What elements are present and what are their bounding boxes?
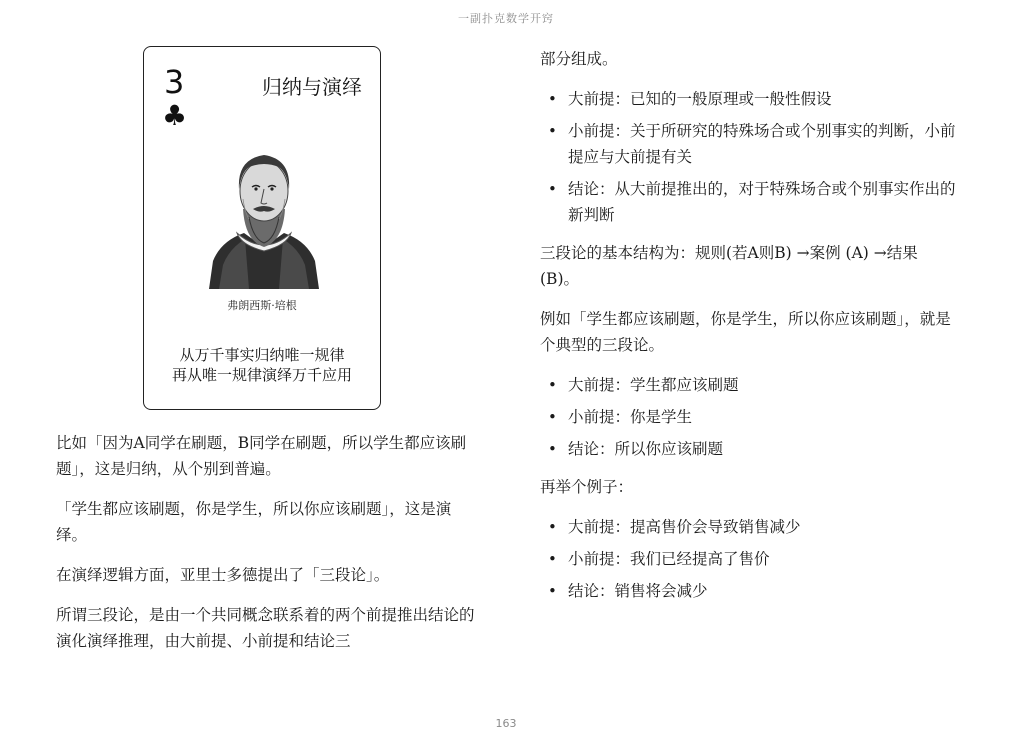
bullet: • <box>548 582 557 600</box>
bullet: • <box>548 518 557 536</box>
list-item-text: 小前提：关于所研究的特殊场合或个别事实的判断，小前提应与大前提有关 <box>568 122 956 166</box>
list-item <box>540 118 960 170</box>
bullet: • <box>548 440 557 458</box>
motto-line: 从万千事实归纳唯一规律 <box>179 346 345 364</box>
card-title: 归纳与演绎 <box>262 75 362 99</box>
list-item <box>540 436 960 462</box>
card-motto <box>144 345 380 385</box>
paragraph: 再举个例子： <box>540 478 634 496</box>
list-item <box>540 372 960 398</box>
another-example-list <box>540 514 960 604</box>
list-item <box>540 514 960 540</box>
list-item-text: 小前提：你是学生 <box>568 408 693 426</box>
list-item-text: 大前提：已知的一般原理或一般性假设 <box>568 90 832 108</box>
bullet: • <box>548 550 557 568</box>
bullet: • <box>548 408 557 426</box>
list-item-text: 结论：所以你应该刷题 <box>568 440 724 458</box>
list-item-text: 小前提：我们已经提高了售价 <box>568 550 770 568</box>
bullet: • <box>548 376 557 394</box>
paragraph: 三段论的基本结构为：规则(若A则B) →案例 (A) →结果 (B)。 <box>540 244 918 288</box>
list-item <box>540 86 960 112</box>
running-header: 一副扑克数学开窍 <box>458 12 554 25</box>
list-item-text: 结论：从大前提推出的，对于特殊场合或个别事实作出的新判断 <box>568 180 956 224</box>
bullet: • <box>548 180 557 198</box>
list-item <box>540 578 960 604</box>
portrait-icon <box>199 129 329 289</box>
list-item <box>540 546 960 572</box>
left-column <box>56 430 476 668</box>
paragraph: 例如「学生都应该刷题，你是学生，所以你应该刷题」，就是个典型的三段论。 <box>540 310 951 354</box>
list-item-text: 结论：销售将会减少 <box>568 582 708 600</box>
portrait-caption: 弗朗西斯·培根 <box>227 299 297 312</box>
definition-list <box>540 86 960 228</box>
list-item-text: 大前提：学生都应该刷题 <box>568 376 739 394</box>
playing-card <box>143 46 381 410</box>
paragraph: 在演绎逻辑方面，亚里士多德提出了「三段论」。 <box>56 566 390 584</box>
example-list <box>540 372 960 462</box>
motto-line: 再从唯一规律演绎万千应用 <box>171 366 352 384</box>
card-rank: 3 <box>164 63 185 101</box>
list-item <box>540 404 960 430</box>
paragraph: 比如「因为A同学在刷题，B同学在刷题，所以学生都应该刷题」，这是归纳，从个别到普遍。 <box>56 434 467 478</box>
bullet: • <box>548 90 557 108</box>
club-suit-icon: ♣ <box>162 99 188 132</box>
list-item-text: 大前提：提高售价会导致销售减少 <box>568 518 801 536</box>
list-item <box>540 176 960 228</box>
paragraph: 「学生都应该刷题，你是学生，所以你应该刷题」，这是演绎。 <box>56 500 452 544</box>
right-column <box>540 46 960 616</box>
paragraph: 所谓三段论，是由一个共同概念联系着的两个前提推出结论的演化演绎推理，由大前提、小前提和结论三 <box>56 606 475 650</box>
bullet: • <box>548 122 557 140</box>
page-number: 163 <box>495 717 517 730</box>
paragraph: 部分组成。 <box>540 50 618 68</box>
